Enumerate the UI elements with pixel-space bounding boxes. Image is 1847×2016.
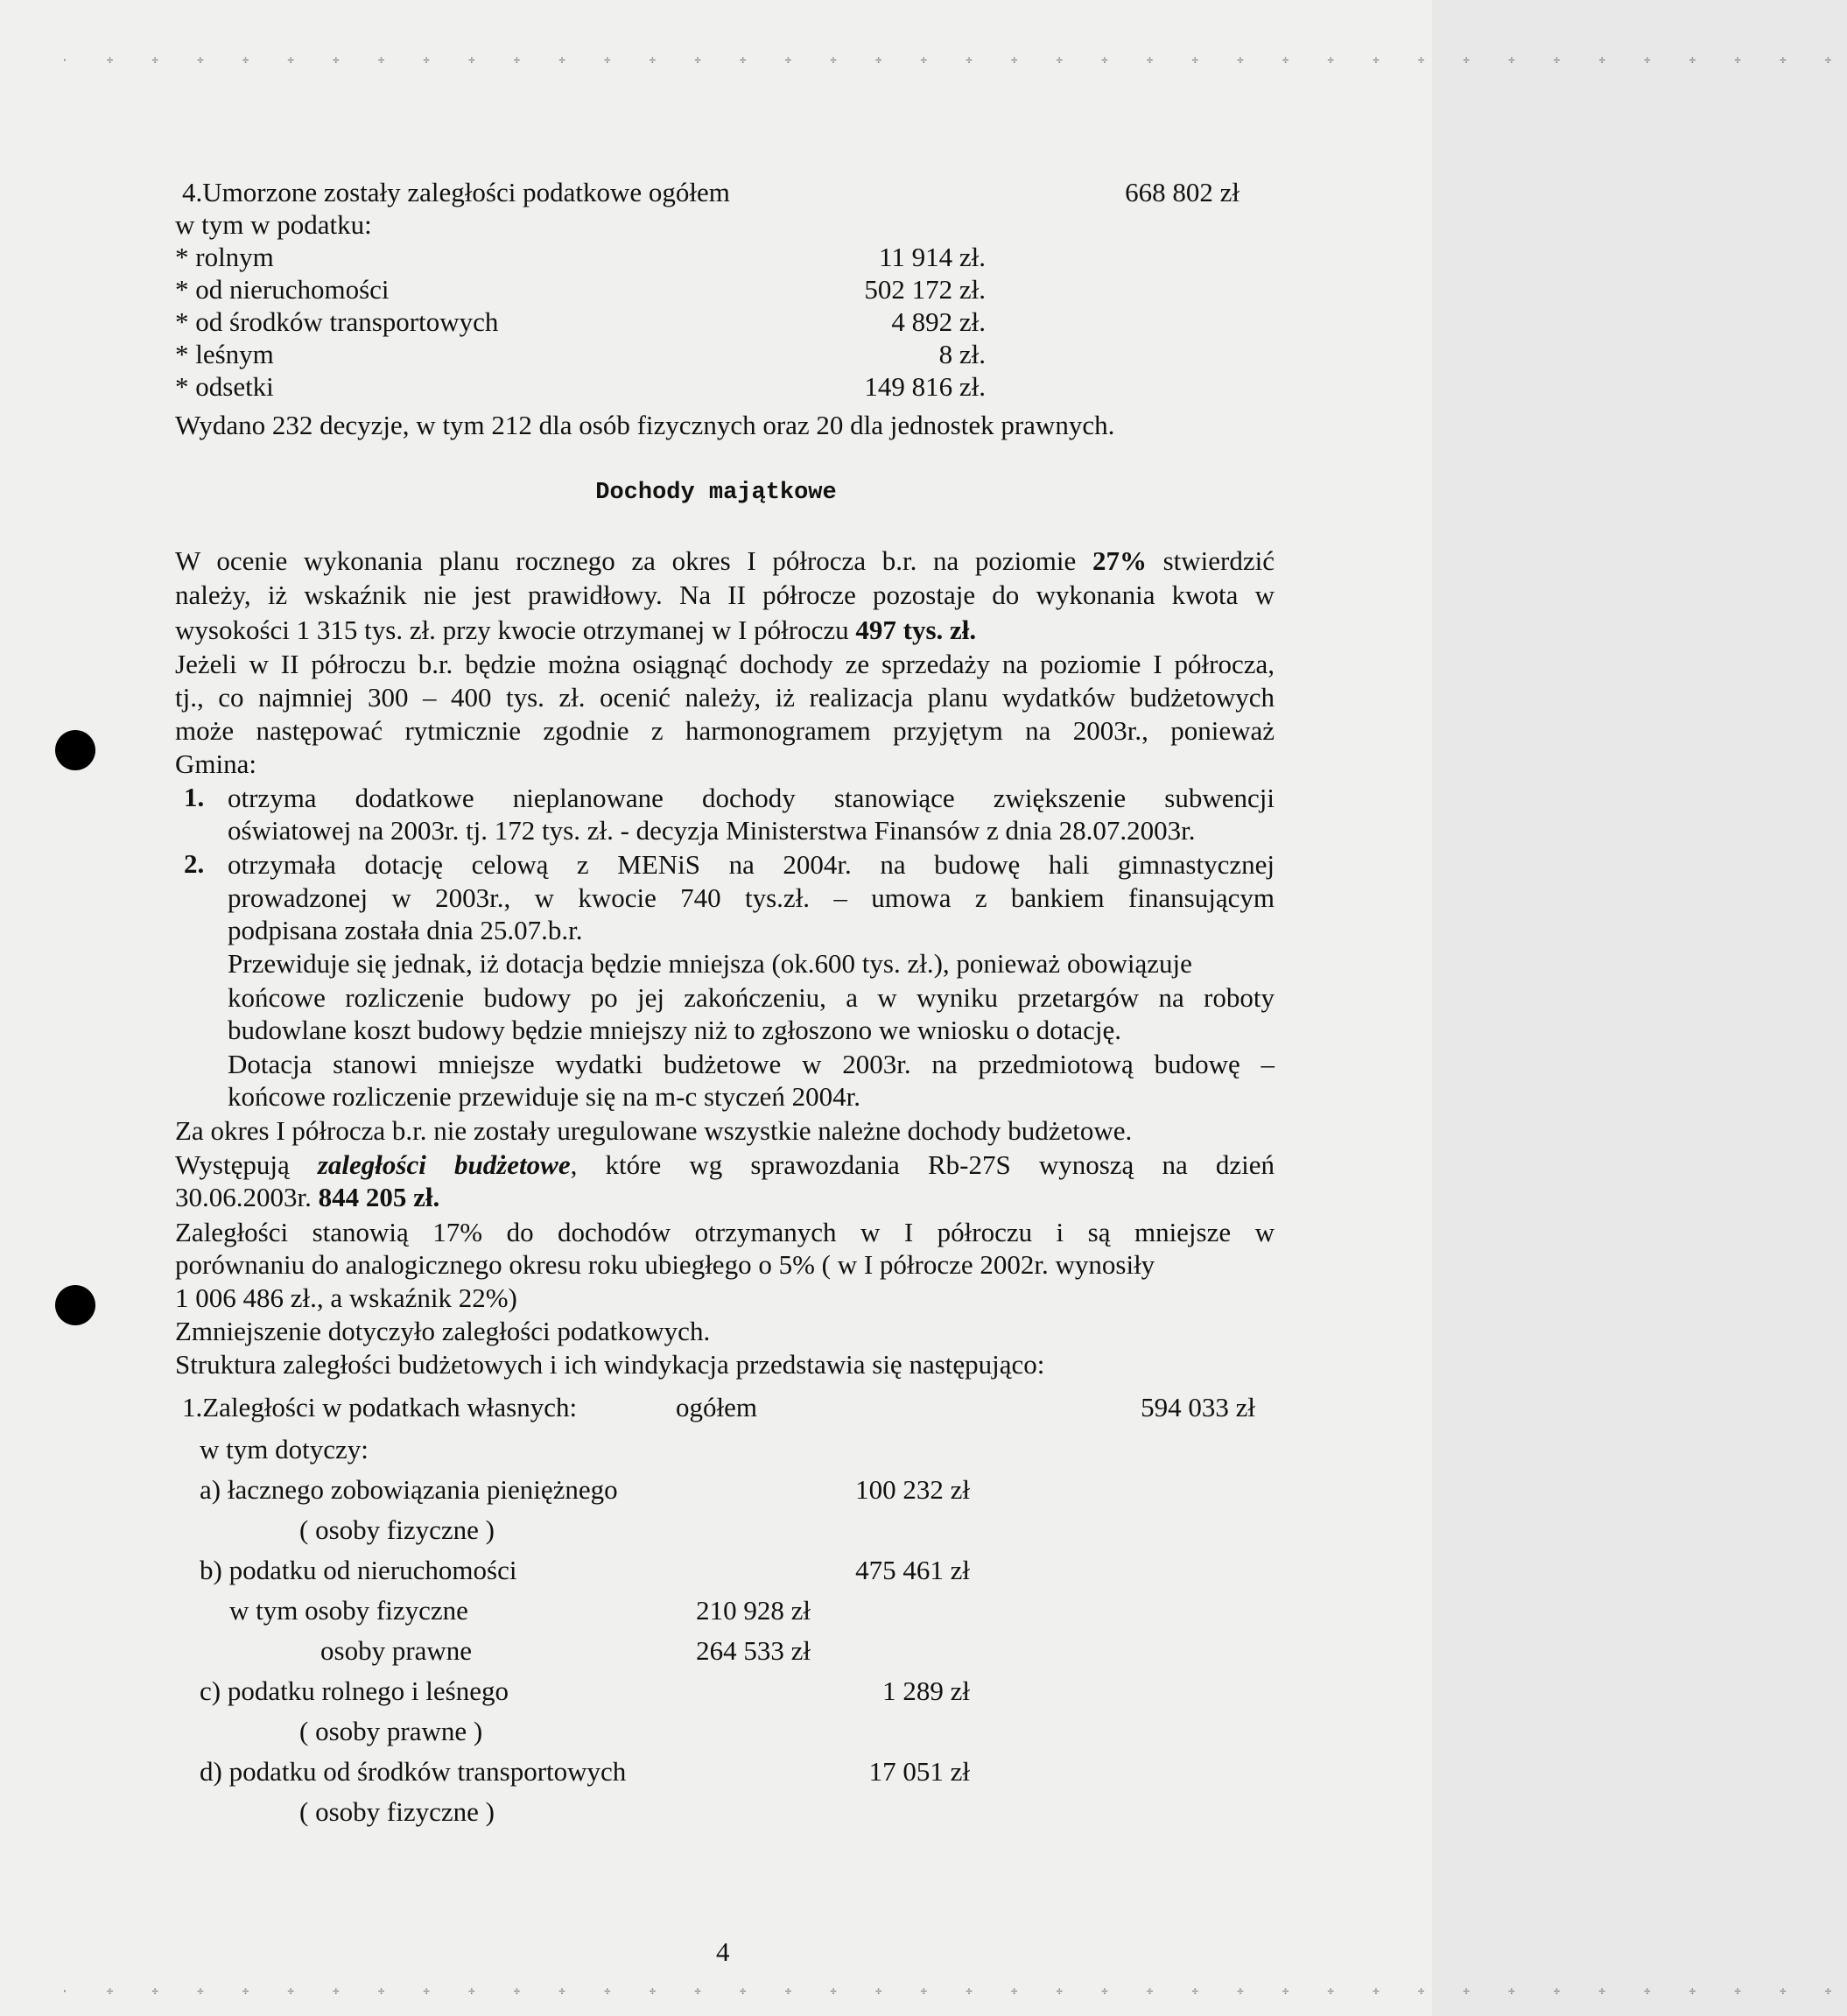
paragraph-line: Zmniejszenie dotyczyło zaległości podatkowych. xyxy=(175,1316,711,1346)
list-number: 2. xyxy=(184,848,205,879)
section4-item-value: 502 172 zł. xyxy=(864,274,986,305)
list-number: 1. xyxy=(184,782,205,812)
paragraph-line: tj., co najmniej 300 – 400 tys. zł. ocenić należy, iż realizacja planu wydatków budżetowych xyxy=(175,682,1275,713)
arrears-d-sub: ( osoby fizyczne ) xyxy=(299,1796,495,1827)
section4-item-value: 149 816 zł. xyxy=(864,371,986,402)
arrears-b2-value: 264 533 zł xyxy=(696,1635,811,1666)
section4-item-label: * od środków transportowych xyxy=(175,306,499,337)
list-item-line: otrzyma dodatkowe nieplanowane dochody stanowiące zwiększenie subwencji xyxy=(228,783,1275,813)
arrears-intro: w tym dotyczy: xyxy=(200,1434,369,1465)
section4-item-value: 8 zł. xyxy=(938,339,986,369)
list-item-line: Dotacja stanowi mniejsze wydatki budżetowe w 2003r. na przedmiotową budowę – xyxy=(228,1049,1275,1079)
arrears-b1-value: 210 928 zł xyxy=(696,1595,811,1626)
section4-intro: w tym w podatku: xyxy=(175,209,372,240)
punch-hole-bottom xyxy=(55,1285,95,1325)
paragraph-line: Gmina: xyxy=(175,748,256,779)
paragraph-line: W ocenie wykonania planu rocznego za okres I półrocza b.r. na poziomie 27% stwierdzić xyxy=(175,545,1275,576)
arrears-title: 1.Zaległości w podatkach własnych: xyxy=(182,1392,578,1422)
list-item-line: końcowe rozliczenie budowy po jej zakończeniu, a w wyniku przetargów na roboty xyxy=(228,982,1275,1013)
arrears-a-sub: ( osoby fizyczne ) xyxy=(299,1514,495,1545)
section4-item-label: * leśnym xyxy=(175,339,274,369)
arrears-c-label: c) podatku rolnego i leśnego xyxy=(200,1675,509,1706)
paragraph-line: Jeżeli w II półroczu b.r. będzie można osiągnąć dochody ze sprzedaży na poziomie I półrocza, xyxy=(175,649,1275,679)
paragraph-line: może następować rytmicznie zgodnie z harmonogramem przyjętym na 2003r., ponieważ xyxy=(175,715,1275,746)
paragraph-line: porównaniu do analogicznego okresu roku ubiegłego o 5% ( w I półrocze 2002r. wynosiły xyxy=(175,1249,1155,1280)
arrears-a-value: 100 232 zł xyxy=(855,1474,970,1505)
section4-item-label: * odsetki xyxy=(175,371,274,402)
arrears-d-label: d) podatku od środków transportowych xyxy=(200,1756,627,1787)
paragraph-line: 30.06.2003r. 844 205 zł. xyxy=(175,1182,440,1212)
arrears-a-label: a) łacznego zobowiązania pieniężnego xyxy=(200,1474,618,1505)
list-item-line: podpisana została dnia 25.07.b.r. xyxy=(228,915,583,945)
list-item-line: Przewiduje się jednak, iż dotacja będzie mniejsza (ok.600 tys. zł.), ponieważ obowiązuje xyxy=(228,948,1192,979)
section4-item-value: 11 914 zł. xyxy=(879,242,986,272)
paragraph-line: Struktura zaległości budżetowych i ich windykacja przedstawia się następująco: xyxy=(175,1349,1045,1380)
paragraph-line: wysokości 1 315 tys. zł. przy kwocie otrzymanej w I półroczu 497 tys. zł. xyxy=(175,615,977,645)
arrears-c-sub: ( osoby prawne ) xyxy=(299,1716,483,1746)
paragraph-line: należy, iż wskaźnik nie jest prawidłowy. Na II półrocze pozostaje do wykonania kwota w xyxy=(175,580,1275,610)
section4-item-label: * rolnym xyxy=(175,242,274,272)
arrears-c-value: 1 289 zł xyxy=(882,1675,970,1706)
arrears-b-label: b) podatku od nieruchomości xyxy=(200,1555,517,1585)
section4-item-label: * od nieruchomości xyxy=(175,274,390,305)
arrears-total-label: ogółem xyxy=(676,1392,757,1422)
list-item-line: budowlane koszt budowy będzie mniejszy niż to zgłoszono we wniosku o dotację. xyxy=(228,1015,1122,1045)
section4-item-value: 4 892 zł. xyxy=(891,306,986,337)
list-item-line: oświatowej na 2003r. tj. 172 tys. zł. - decyzja Ministerstwa Finansów z dnia 28.07.2003r. xyxy=(228,815,1196,846)
top-edge-dots: · ÷ ÷ ÷ ÷ ÷ ÷ ÷ ÷ ÷ ÷ ÷ ÷ ÷ ÷ ÷ ÷ ÷ ÷ ÷ ÷ ÷ ÷ ÷ ÷ ÷ ÷ ÷ ÷ ÷ ÷ ÷ ÷ ÷ ÷ ÷ ÷ ÷ ÷ ÷ xyxy=(61,54,1847,67)
arrears-b2-label: osoby prawne xyxy=(320,1635,473,1666)
arrears-d-value: 17 051 zł xyxy=(868,1756,970,1787)
page-number: 4 xyxy=(716,1936,730,1967)
bottom-edge-dots: · ÷ ÷ ÷ ÷ ÷ ÷ ÷ ÷ ÷ ÷ ÷ ÷ ÷ ÷ ÷ ÷ ÷ ÷ ÷ ÷ ÷ ÷ ÷ ÷ ÷ ÷ ÷ ÷ ÷ ÷ ÷ ÷ ÷ ÷ ÷ ÷ ÷ ÷ ÷ xyxy=(61,1985,1847,1998)
list-item-line: prowadzonej w 2003r., w kwocie 740 tys.zł. – umowa z bankiem finansującym xyxy=(228,882,1275,913)
section-heading: Dochody majątkowe xyxy=(595,480,837,506)
paragraph-line: Zaległości stanowią 17% do dochodów otrzymanych w I półroczu i są mniejsze w xyxy=(175,1217,1275,1247)
list-item-line: końcowe rozliczenie przewiduje się na m-c styczeń 2004r. xyxy=(228,1081,861,1112)
list-item-line: otrzymała dotację celową z MENiS na 2004r. na budowę hali gimnastycznej xyxy=(228,849,1275,880)
paragraph-line: 1 006 486 zł., a wskaźnik 22%) xyxy=(175,1282,517,1313)
paragraph-line: Występują zaległości budżetowe, które wg sprawozdania Rb-27S wynoszą na dzień xyxy=(175,1149,1275,1180)
section4-title: 4.Umorzone zostały zaległości podatkowe ogółem xyxy=(182,177,730,207)
arrears-total: 594 033 zł xyxy=(1141,1392,1255,1422)
section4-total: 668 802 zł xyxy=(1125,177,1240,207)
arrears-b1-label: w tym osoby fizyczne xyxy=(229,1595,468,1626)
section4-decisions: Wydano 232 decyzje, w tym 212 dla osób fizycznych oraz 20 dla jednostek prawnych. xyxy=(175,410,1115,440)
arrears-b-value: 475 461 zł xyxy=(855,1555,970,1585)
paragraph-line: Za okres I półrocza b.r. nie zostały uregulowane wszystkie należne dochody budżetowe. xyxy=(175,1115,1133,1146)
punch-hole-top xyxy=(55,730,95,770)
